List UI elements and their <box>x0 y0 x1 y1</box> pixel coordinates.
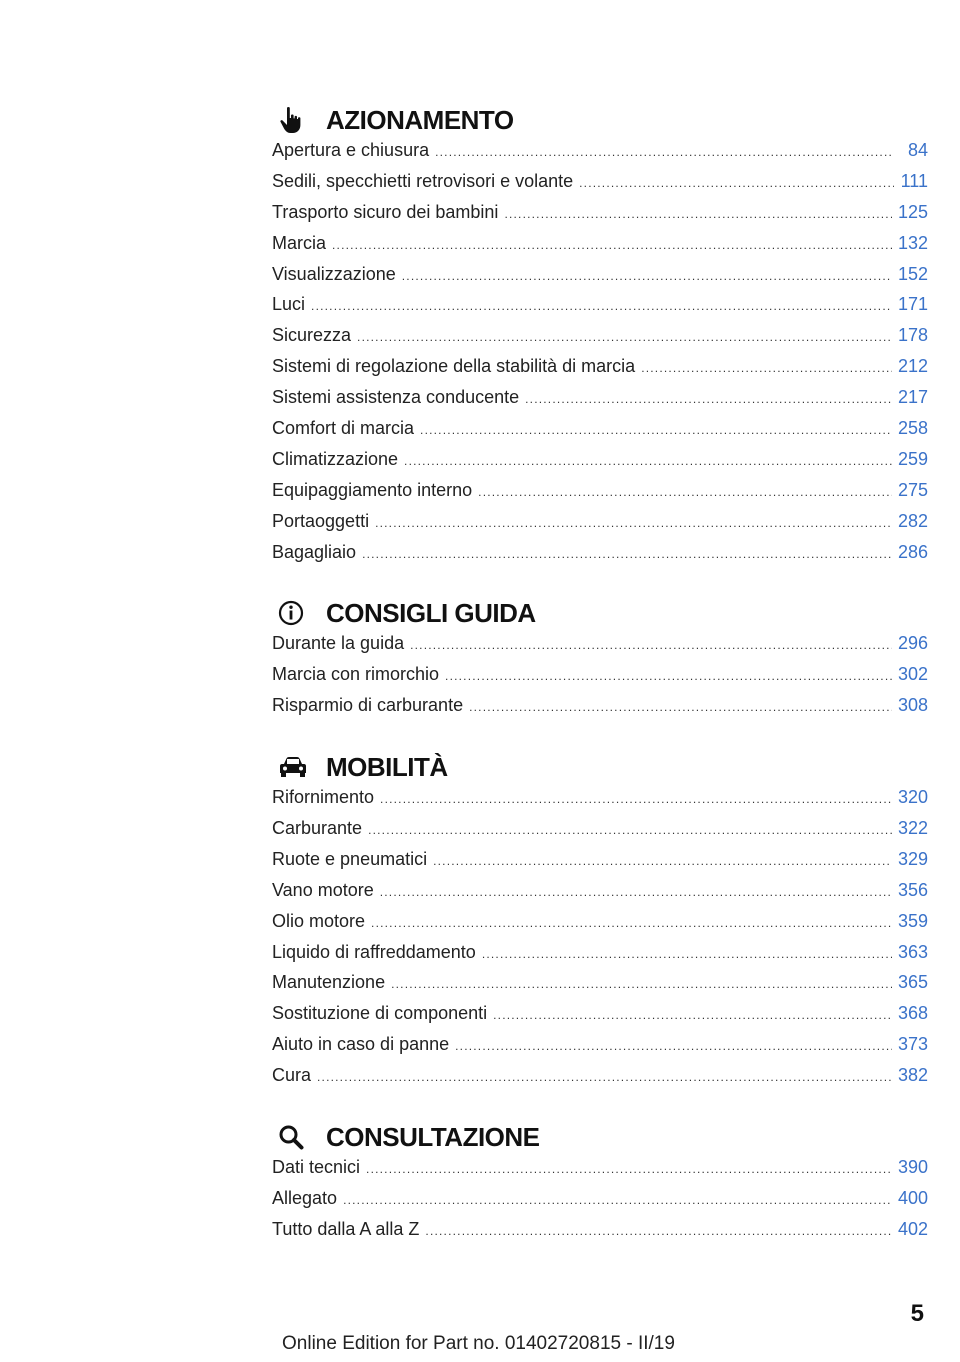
toc-entry-page-link[interactable]: 152 <box>897 263 928 284</box>
toc-entry[interactable] <box>272 202 928 233</box>
dot-leader <box>371 916 892 930</box>
entry-list <box>272 140 928 572</box>
toc-entry-page-link[interactable]: 356 <box>897 879 928 900</box>
dot-leader <box>404 454 892 468</box>
toc-entry[interactable] <box>272 1034 928 1065</box>
footer-edition: Online Edition for Part no. 01402720815 - II/19 <box>282 1333 675 1354</box>
toc-entry-page-link[interactable]: 373 <box>897 1034 928 1055</box>
toc-entry-label: Carburante <box>272 818 363 839</box>
dot-leader <box>375 516 892 530</box>
section-header <box>272 747 928 787</box>
dot-leader <box>478 485 892 499</box>
dot-leader <box>469 700 892 714</box>
toc-entry[interactable] <box>272 1157 928 1188</box>
dot-leader <box>445 669 892 683</box>
toc-entry[interactable] <box>272 356 928 387</box>
toc-entry[interactable] <box>272 880 928 911</box>
search-icon <box>272 1124 326 1150</box>
toc-entry[interactable] <box>272 325 928 356</box>
dot-leader <box>420 423 892 437</box>
toc-entry[interactable] <box>272 511 928 542</box>
section-azionamento <box>272 100 928 572</box>
dot-leader <box>391 977 892 991</box>
toc-entry-label: Sostituzione di componenti <box>272 1003 488 1024</box>
section-header <box>272 593 928 633</box>
dot-leader <box>425 1224 892 1238</box>
toc-entry[interactable] <box>272 294 928 325</box>
toc-entry-page-link[interactable]: 132 <box>897 232 928 253</box>
section-header <box>272 100 928 140</box>
dot-leader <box>368 823 892 837</box>
dot-leader <box>455 1039 892 1053</box>
toc-entry-page-link[interactable]: 282 <box>897 510 928 531</box>
table-of-contents <box>272 100 928 1271</box>
entry-list <box>272 633 928 726</box>
toc-entry-label: Apertura e chiusura <box>272 140 430 160</box>
toc-entry[interactable] <box>272 787 928 818</box>
toc-entry-label: Luci <box>272 294 306 315</box>
dot-leader <box>493 1008 892 1022</box>
toc-entry[interactable] <box>272 264 928 295</box>
section-title: CONSULTAZIONE <box>326 1121 540 1152</box>
toc-entry[interactable] <box>272 633 928 664</box>
toc-entry-page-link[interactable]: 125 <box>897 201 928 222</box>
toc-entry[interactable] <box>272 695 928 726</box>
section-consigli-guida <box>272 593 928 726</box>
toc-entry-page-link[interactable]: 363 <box>897 941 928 962</box>
toc-entry-page-link[interactable]: 320 <box>897 787 928 808</box>
toc-entry[interactable] <box>272 972 928 1003</box>
section-title: AZIONAMENTO <box>326 104 514 135</box>
section-header <box>272 1117 928 1157</box>
dot-leader <box>410 638 892 652</box>
toc-entry[interactable] <box>272 387 928 418</box>
toc-entry-page-link[interactable]: 322 <box>897 818 928 839</box>
page-number: 5 <box>910 1300 924 1327</box>
toc-entry-label: Cura <box>272 1065 312 1086</box>
toc-entry-label: Tutto dalla A alla Z <box>272 1218 420 1239</box>
toc-entry-page-link[interactable]: 296 <box>897 633 928 654</box>
toc-entry[interactable] <box>272 171 928 202</box>
dot-leader <box>380 792 892 806</box>
toc-entry-page-link[interactable]: 286 <box>897 541 928 562</box>
toc-entry-label: Sistemi assistenza conducente <box>272 387 520 408</box>
entry-list <box>272 1157 928 1250</box>
toc-entry-label: Durante la guida <box>272 633 405 654</box>
hand-pointer-icon <box>272 106 326 134</box>
toc-entry-label: Aiuto in caso di panne <box>272 1034 450 1055</box>
toc-entry-page-link[interactable]: 302 <box>897 664 928 685</box>
toc-entry-page-link[interactable]: 259 <box>897 448 928 469</box>
dot-leader <box>380 885 892 899</box>
toc-entry[interactable] <box>272 1188 928 1219</box>
dot-leader <box>641 361 892 375</box>
dot-leader <box>311 299 892 313</box>
toc-entry-label: Allegato <box>272 1187 338 1208</box>
toc-entry-page-link[interactable]: 217 <box>897 387 928 408</box>
toc-entry-page-link[interactable]: 171 <box>897 294 928 315</box>
toc-entry-page-link[interactable]: 275 <box>897 479 928 500</box>
section-title: CONSIGLI GUIDA <box>326 597 536 628</box>
toc-entry-page-link[interactable]: 382 <box>897 1065 928 1086</box>
toc-entry-page-link[interactable]: 178 <box>897 325 928 346</box>
toc-entry-label: Sedili, specchietti retrovisori e volante <box>272 170 574 191</box>
toc-entry-label: Marcia <box>272 232 327 253</box>
toc-entry-label: Dati tecnici <box>272 1157 361 1178</box>
toc-entry[interactable] <box>272 664 928 695</box>
toc-entry[interactable] <box>272 542 928 573</box>
info-circle-icon <box>272 600 326 626</box>
toc-entry-page-link[interactable]: 329 <box>897 848 928 869</box>
toc-entry-label: Risparmio di carburante <box>272 695 464 716</box>
dot-leader <box>525 392 892 406</box>
toc-entry[interactable] <box>272 233 928 264</box>
toc-entry-label: Sicurezza <box>272 325 352 346</box>
dot-leader <box>357 330 892 344</box>
dot-leader <box>366 1162 892 1176</box>
dot-leader <box>343 1193 892 1207</box>
toc-entry-label: Trasporto sicuro dei bambini <box>272 201 499 222</box>
toc-entry[interactable] <box>272 942 928 973</box>
toc-entry-label: Liquido di raffreddamento <box>272 941 476 962</box>
dot-leader <box>482 947 892 961</box>
dot-leader <box>362 547 892 561</box>
toc-entry[interactable] <box>272 418 928 449</box>
toc-entry[interactable] <box>272 449 928 480</box>
toc-entry-page-link[interactable]: 111 <box>900 170 928 191</box>
toc-entry[interactable] <box>272 1219 928 1250</box>
toc-entry-label: Vano motore <box>272 879 374 900</box>
dot-leader <box>579 176 894 190</box>
toc-entry[interactable] <box>272 480 928 511</box>
dot-leader <box>402 269 892 283</box>
toc-entry-label: Manutenzione <box>272 972 386 993</box>
toc-entry[interactable] <box>272 140 928 171</box>
toc-entry-page-link[interactable]: 84 <box>907 140 928 160</box>
section-consultazione <box>272 1117 928 1250</box>
toc-entry-label: Rifornimento <box>272 787 375 808</box>
toc-entry-label: Ruote e pneumatici <box>272 848 428 869</box>
toc-entry-label: Equipaggiamento interno <box>272 479 473 500</box>
toc-entry-page-link[interactable]: 359 <box>897 910 928 931</box>
toc-entry[interactable] <box>272 911 928 942</box>
toc-entry-label: Comfort di marcia <box>272 418 415 439</box>
toc-entry-label: Marcia con rimorchio <box>272 664 440 685</box>
dot-leader <box>435 145 894 159</box>
toc-entry-page-link[interactable]: 400 <box>897 1187 928 1208</box>
toc-entry-page-link[interactable]: 368 <box>897 1003 928 1024</box>
toc-entry[interactable] <box>272 849 928 880</box>
toc-entry[interactable] <box>272 818 928 849</box>
toc-entry[interactable] <box>272 1003 928 1034</box>
toc-entry-label: Sistemi di regolazione della stabilità di marcia <box>272 356 636 377</box>
dot-leader <box>433 854 892 868</box>
toc-entry[interactable] <box>272 1065 928 1096</box>
section-mobilita <box>272 747 928 1096</box>
dot-leader <box>332 238 892 252</box>
toc-entry-page-link[interactable]: 308 <box>897 695 928 716</box>
toc-entry-page-link[interactable]: 258 <box>897 418 928 439</box>
toc-entry-page-link[interactable]: 212 <box>897 356 928 377</box>
dot-leader <box>504 207 892 221</box>
toc-entry-label: Portaoggetti <box>272 510 370 531</box>
toc-entry-label: Visualizzazione <box>272 263 396 284</box>
section-title: MOBILITÀ <box>326 751 448 782</box>
car-icon <box>272 755 326 779</box>
toc-entry-label: Olio motore <box>272 910 366 931</box>
toc-entry-page-link[interactable]: 365 <box>897 972 928 993</box>
toc-entry-page-link[interactable]: 390 <box>897 1157 928 1178</box>
entry-list <box>272 787 928 1096</box>
dot-leader <box>317 1070 892 1084</box>
toc-entry-label: Climatizzazione <box>272 448 399 469</box>
toc-entry-label: Bagagliaio <box>272 541 357 562</box>
toc-entry-page-link[interactable]: 402 <box>897 1218 928 1239</box>
